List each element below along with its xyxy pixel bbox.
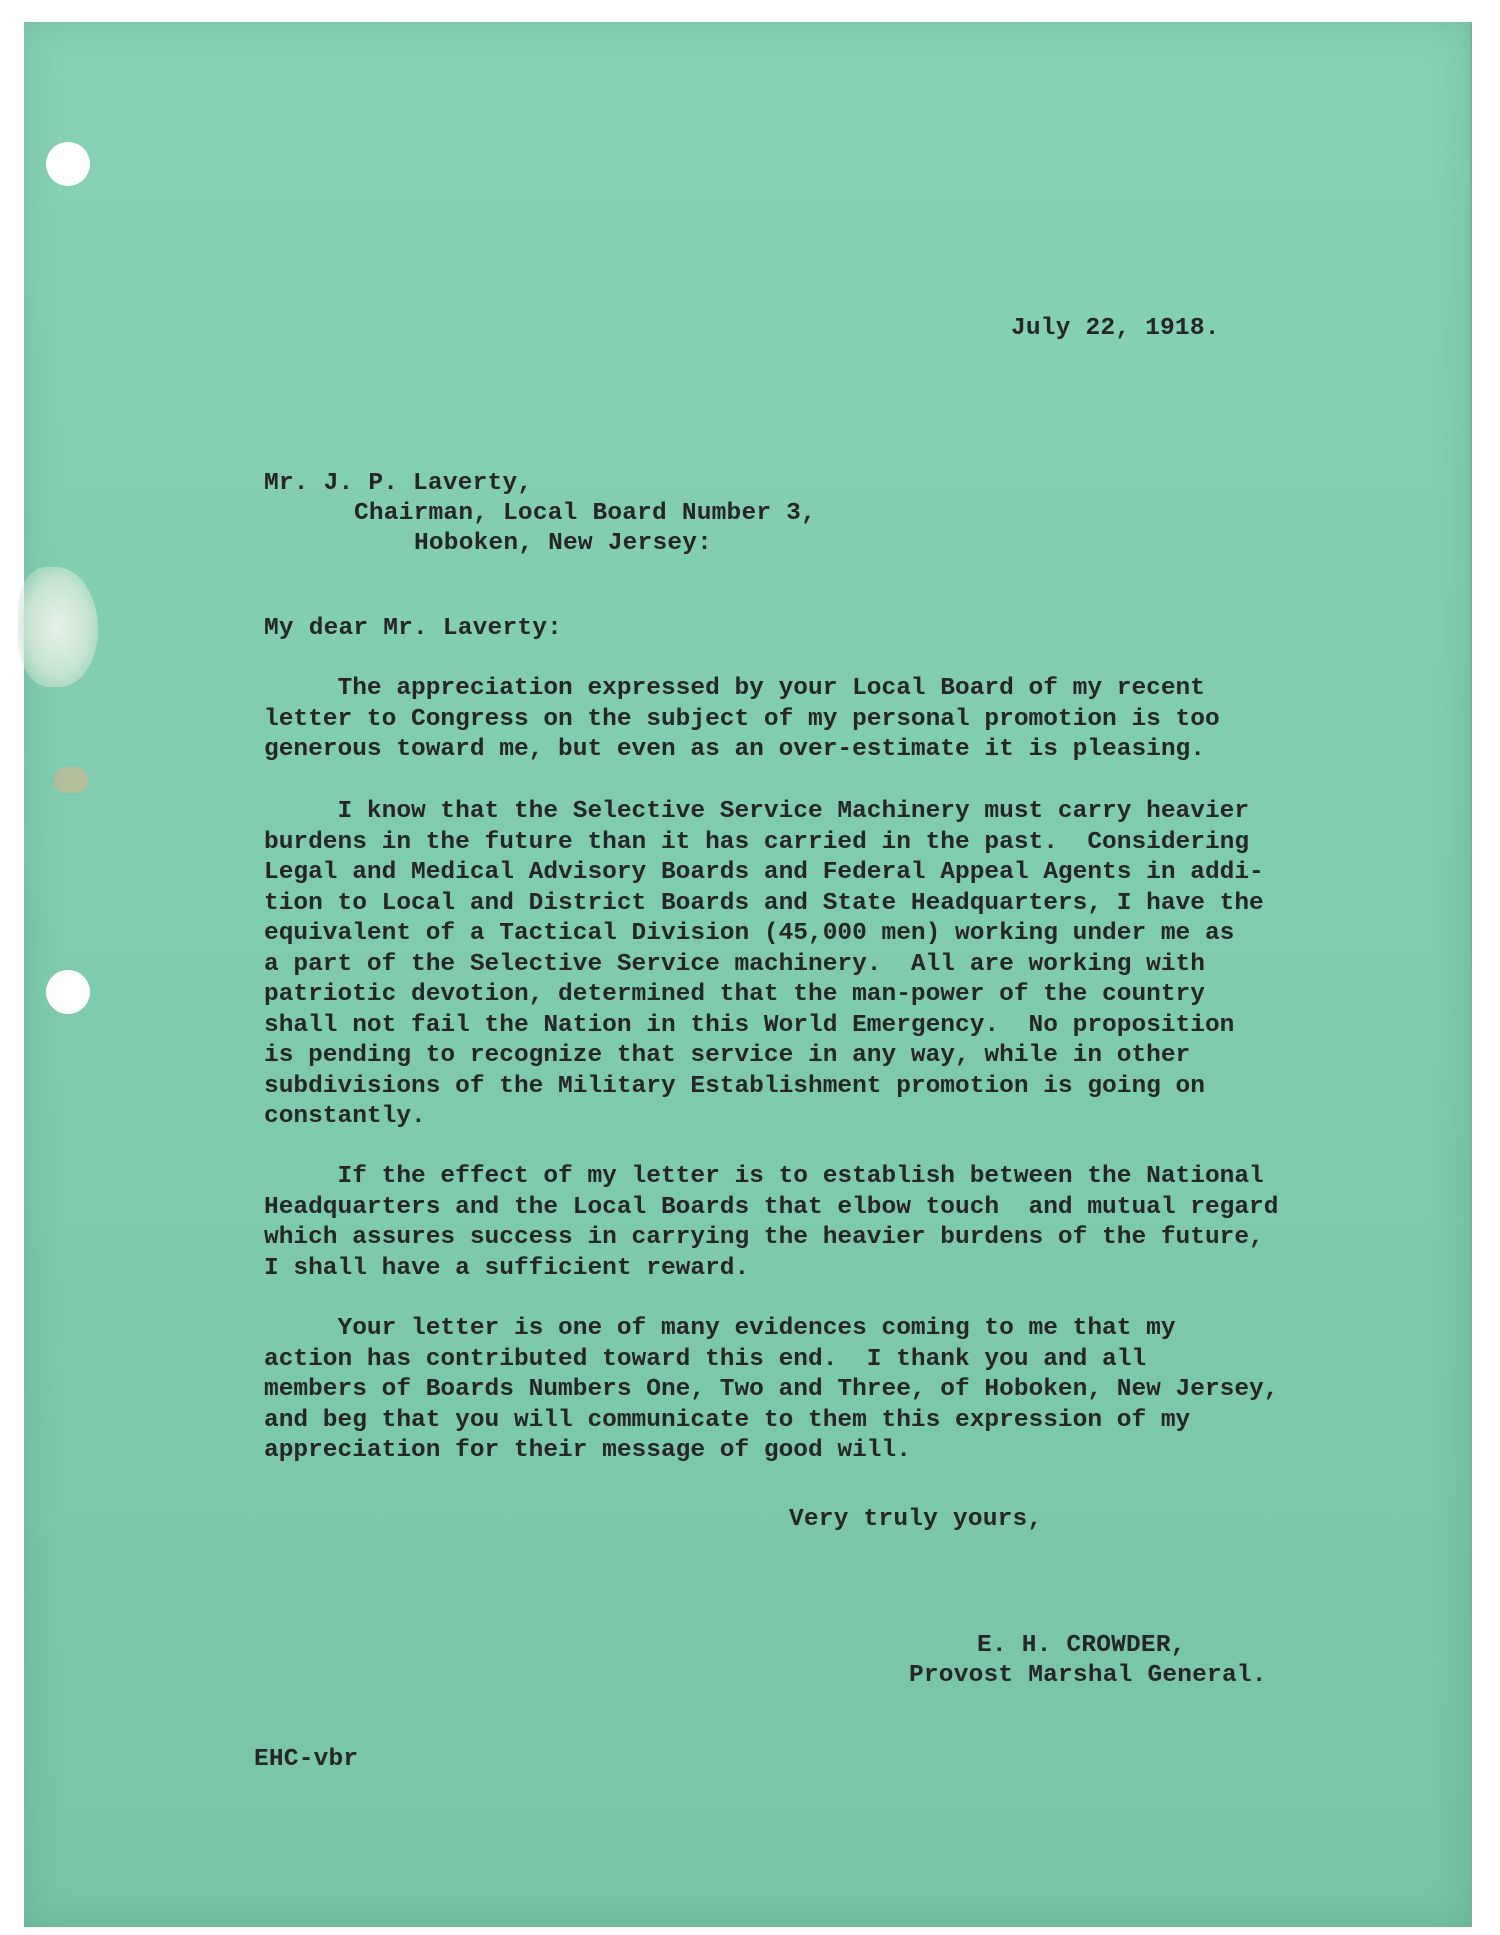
paragraph-line: letter to Congress on the subject of my personal promotion is too — [264, 705, 1220, 733]
paragraph-line: burdens in the future than it has carried in the past. Considering — [264, 828, 1250, 856]
signer-name: E. H. CROWDER, — [977, 1632, 1186, 1659]
paragraph-thanks — [264, 1314, 1278, 1467]
punch-hole-bottom — [46, 970, 90, 1014]
paragraph-line: shall not fail the Nation in this World Emergency. No proposition — [264, 1011, 1235, 1039]
paragraph-line: I know that the Selective Service Machinery must carry heavier — [264, 798, 1250, 825]
signer-title: Provost Marshal General. — [909, 1662, 1267, 1689]
closing: Very truly yours, — [789, 1506, 1043, 1533]
recipient-title: Chairman, Local Board Number 3, — [354, 500, 816, 527]
recipient-city: Hoboken, New Jersey: — [414, 530, 713, 557]
paragraph-line: equivalent of a Tactical Division (45,000 men) working under me as — [264, 920, 1235, 947]
paragraph-line: tion to Local and District Boards and State Headquarters, I have the — [264, 889, 1264, 917]
paragraph-line: Legal and Medical Advisory Boards and Federal Appeal Agents in addi- — [264, 859, 1264, 886]
paragraph-line: which assures success in carrying the heavier burdens of the future, — [264, 1224, 1264, 1251]
paragraph-selective-service — [264, 797, 1264, 1133]
letter-date: July 22, 1918. — [1011, 315, 1220, 342]
paragraph-line: Your letter is one of many evidences coming to me that my — [264, 1315, 1176, 1342]
paragraph-line: patriotic devotion, determined that the man-power of the country — [264, 981, 1205, 1008]
paragraph-line: constantly. — [264, 1103, 426, 1130]
paragraph-line: appreciation for their message of good will. — [264, 1437, 911, 1464]
paragraph-effect — [264, 1162, 1278, 1284]
letter-page — [24, 22, 1472, 1927]
paragraph-appreciation — [264, 674, 1220, 766]
paper-stain — [18, 567, 98, 687]
recipient-name: Mr. J. P. Laverty, — [264, 470, 533, 497]
paragraph-line: action has contributed toward this end. I thank you and all — [264, 1345, 1147, 1373]
paragraph-line: If the effect of my letter is to establish between the National — [264, 1163, 1264, 1190]
paper-discoloration — [54, 767, 88, 793]
reference-initials: EHC-vbr — [254, 1746, 359, 1773]
paragraph-line: and beg that you will communicate to them this expression of my — [264, 1406, 1191, 1434]
paragraph-line: I shall have a sufficient reward. — [264, 1254, 750, 1282]
punch-hole-top — [46, 142, 90, 186]
paragraph-line: subdivisions of the Military Establishment promotion is going on — [264, 1072, 1205, 1100]
paragraph-line: The appreciation expressed by your Local Board of my recent — [264, 675, 1205, 702]
paragraph-line: Headquarters and the Local Boards that elbow touch and mutual regard — [264, 1193, 1279, 1221]
paragraph-line: is pending to recognize that service in any way, while in other — [264, 1042, 1191, 1069]
salutation: My dear Mr. Laverty: — [264, 615, 563, 642]
paragraph-line: a part of the Selective Service machinery. All are working with — [264, 950, 1205, 978]
paragraph-line: generous toward me, but even as an over-estimate it is pleasing. — [264, 736, 1205, 763]
paragraph-line: members of Boards Numbers One, Two and Three, of Hoboken, New Jersey, — [264, 1376, 1279, 1403]
